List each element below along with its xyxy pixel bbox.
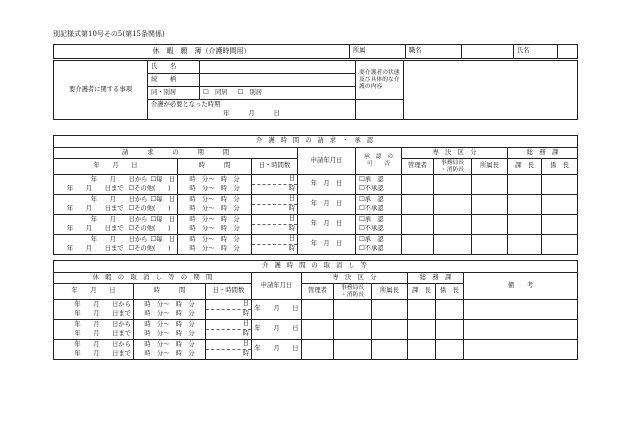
request-from-text[interactable]: 年 月 日から	[90, 175, 148, 183]
cancel-time-range-2[interactable]: 時 分～ 時 分	[134, 310, 206, 320]
cancel-apply-date[interactable]: 年 月 日	[252, 340, 302, 360]
request-chief-stamp[interactable]	[472, 195, 508, 215]
request-subchief-stamp[interactable]	[542, 195, 578, 215]
cg-need-label: 介護が必要となった時期	[148, 100, 356, 110]
separate-residence-checkbox[interactable]: ☐ 別居	[237, 88, 263, 96]
cancel-hour-count[interactable]: 時	[206, 350, 252, 360]
request-section-chief-stamp[interactable]	[508, 235, 542, 255]
form-id: 別記様式第10号その5(第15条関係)	[53, 30, 165, 38]
cancel-decision-header: 専 決 区 分	[302, 273, 408, 284]
cancel-general-header: 総 務 課	[408, 273, 464, 284]
same-residence-checkbox[interactable]: ☐ 同居	[203, 88, 228, 96]
cancel-apply-date[interactable]: 年 月 日	[252, 300, 302, 320]
cancel-apply-date[interactable]: 年 月 日	[252, 320, 302, 340]
cg-relation-field[interactable]	[200, 74, 356, 87]
request-time-range-2[interactable]: 時 分～ 時 分	[178, 185, 252, 195]
request-apply-date-header: 申請年月日	[298, 148, 356, 175]
reject-checkbox[interactable]: ☐不承認	[356, 245, 402, 255]
name-field[interactable]	[558, 45, 578, 59]
cg-status-label: 要介護者の状態及び具体的な介護の内容	[356, 61, 404, 100]
reject-checkbox[interactable]: ☐不承認	[356, 205, 402, 215]
request-subchief-stamp[interactable]	[542, 215, 578, 235]
request-manager-stamp[interactable]	[402, 215, 434, 235]
cg-relation-label: 続 柄	[148, 74, 200, 87]
cancel-office-stamp[interactable]	[334, 340, 372, 360]
daily-checkbox[interactable]: ☐毎 日	[150, 195, 175, 203]
cancel-section-title: 介 護 時 間 の 取 消 し 等	[54, 261, 578, 273]
cancel-to-date[interactable]: 年 月 日まで	[54, 350, 134, 360]
request-time-header: 時 間	[178, 159, 252, 175]
request-table	[53, 135, 578, 255]
cancel-remarks-field[interactable]	[464, 300, 578, 320]
rank-label: 職名	[406, 45, 462, 59]
cancel-office-stamp[interactable]	[334, 300, 372, 320]
request-hour-count[interactable]: 時	[252, 185, 298, 195]
request-section-chief-header: 課 長	[508, 159, 542, 175]
request-office-stamp[interactable]	[434, 195, 472, 215]
request-subchief-header: 係 長	[542, 159, 578, 175]
cg-name-label: 氏 名	[148, 61, 200, 74]
request-manager-header: 管理者	[402, 159, 434, 175]
cancel-time-range[interactable]: 時 分～ 時 分	[134, 320, 206, 330]
request-to-date[interactable]: 年 月 日まで	[54, 205, 126, 215]
cancel-day-count[interactable]: 日	[206, 300, 252, 310]
cancel-section-chief-stamp[interactable]	[408, 340, 436, 360]
request-section-chief-stamp[interactable]	[508, 195, 542, 215]
cg-cohab-options[interactable]	[200, 87, 356, 100]
cancel-chief-stamp[interactable]	[372, 300, 408, 320]
cg-status-field[interactable]	[404, 61, 578, 120]
request-decision-header: 専 決 区 分	[402, 148, 508, 159]
request-apply-date[interactable]: 年 月 日	[298, 195, 356, 215]
request-time-range-2[interactable]: 時 分～ 時 分	[178, 225, 252, 235]
request-section-title: 介 護 時 間 の 請 求 ・ 承 認	[54, 136, 578, 148]
daily-checkbox[interactable]: ☐毎 日	[150, 235, 175, 243]
approve-checkbox[interactable]: ☐承 認	[356, 215, 402, 225]
cancel-remarks-header: 備 考	[464, 273, 578, 300]
request-time-range-2[interactable]: 時 分～ 時 分	[178, 245, 252, 255]
cancel-day-count[interactable]: 日	[206, 340, 252, 350]
cancel-table	[53, 260, 578, 360]
request-from-text[interactable]: 年 月 日から	[90, 215, 148, 223]
other-checkbox[interactable]: ☐その他( )	[128, 205, 171, 213]
request-to-date[interactable]: 年 月 日まで	[54, 225, 126, 235]
cancel-chief-header: 所属長	[372, 284, 408, 300]
request-chief-stamp[interactable]	[472, 215, 508, 235]
cancel-chief-stamp[interactable]	[372, 320, 408, 340]
cancel-to-date[interactable]: 年 月 日まで	[54, 310, 134, 320]
request-date-header: 年 月 日	[54, 159, 178, 175]
cancel-section-chief-stamp[interactable]	[408, 300, 436, 320]
cg-cohab-label: 同・別居	[148, 87, 200, 100]
request-approval-header: 承 認 の 可 否	[356, 148, 402, 175]
request-section-chief-stamp[interactable]	[508, 215, 542, 235]
cancel-remarks-field[interactable]	[464, 320, 578, 340]
cancel-time-range-2[interactable]: 時 分～ 時 分	[134, 330, 206, 340]
request-office-stamp[interactable]	[434, 175, 472, 195]
request-subchief-stamp[interactable]	[542, 235, 578, 255]
request-pattern[interactable]	[126, 185, 178, 195]
cancel-hour-count[interactable]: 時	[206, 330, 252, 340]
cancel-section-chief-stamp[interactable]	[408, 320, 436, 340]
request-from-text[interactable]: 年 月 日から	[90, 235, 148, 243]
cancel-office-header: 事務局長 ・消防長	[334, 284, 372, 300]
dept-label: 所属	[350, 45, 406, 59]
request-day-count[interactable]: 日	[252, 235, 298, 245]
request-manager-stamp[interactable]	[402, 175, 434, 195]
cancel-section-chief-header: 課 長	[408, 284, 436, 300]
request-time-range[interactable]: 時 分～ 時 分	[178, 175, 252, 185]
form-title: 休 暇 願 簿（介護時間用）	[54, 45, 350, 59]
request-time-range[interactable]: 時 分～ 時 分	[178, 215, 252, 225]
cancel-manager-stamp[interactable]	[302, 320, 334, 340]
request-from-date[interactable]	[54, 195, 178, 205]
cancel-manager-stamp[interactable]	[302, 300, 334, 320]
cancel-subchief-stamp[interactable]	[436, 320, 464, 340]
request-hour-count[interactable]: 時	[252, 225, 298, 235]
cancel-subchief-stamp[interactable]	[436, 300, 464, 320]
request-apply-date[interactable]: 年 月 日	[298, 235, 356, 255]
request-office-header: 事務局長 ・消防長	[434, 159, 472, 175]
request-chief-stamp[interactable]	[472, 175, 508, 195]
cancel-time-range[interactable]: 時 分～ 時 分	[134, 300, 206, 310]
cancel-manager-stamp[interactable]	[302, 340, 334, 360]
cancel-office-stamp[interactable]	[334, 320, 372, 340]
request-general-header: 総 務 課	[508, 148, 578, 159]
cg-need-date[interactable]: 年 月 日	[148, 110, 356, 120]
cancel-subchief-header: 係 長	[436, 284, 464, 300]
cancel-chief-stamp[interactable]	[372, 340, 408, 360]
other-checkbox[interactable]: ☐その他( )	[128, 245, 171, 253]
request-time-range[interactable]: 時 分～ 時 分	[178, 195, 252, 205]
request-period-header: 請 求 の 期 間	[54, 148, 298, 159]
name-label: 氏名	[514, 45, 558, 59]
cancel-time-range-2[interactable]: 時 分～ 時 分	[134, 350, 206, 360]
request-from-date[interactable]	[54, 235, 178, 245]
approve-checkbox[interactable]: ☐承 認	[356, 175, 402, 185]
cancel-to-date[interactable]: 年 月 日まで	[54, 330, 134, 340]
request-hour-count[interactable]: 時	[252, 245, 298, 255]
daily-checkbox[interactable]: ☐毎 日	[150, 175, 175, 183]
cancel-remarks-field[interactable]	[464, 340, 578, 360]
cancel-subchief-stamp[interactable]	[436, 340, 464, 360]
request-from-date[interactable]	[54, 215, 178, 225]
request-rows	[54, 175, 578, 255]
approve-checkbox[interactable]: ☐承 認	[356, 195, 402, 205]
rank-field[interactable]	[462, 45, 514, 59]
caregiver-table	[53, 60, 578, 120]
cancel-time-header: 時 間	[134, 284, 206, 300]
cancel-apply-date-header: 申請年月日	[252, 273, 302, 300]
reject-checkbox[interactable]: ☐不承認	[356, 185, 402, 195]
daily-checkbox[interactable]: ☐毎 日	[150, 215, 175, 223]
request-from-date[interactable]	[54, 175, 178, 185]
cancel-from-date[interactable]: 年 月 日から	[54, 320, 134, 330]
request-manager-stamp[interactable]	[402, 235, 434, 255]
request-subchief-stamp[interactable]	[542, 175, 578, 195]
cancel-day-count[interactable]: 日	[206, 320, 252, 330]
request-day-count[interactable]: 日	[252, 195, 298, 205]
cg-status-spacer	[356, 100, 404, 120]
request-day-count[interactable]: 日	[252, 175, 298, 185]
request-to-date[interactable]: 年 月 日まで	[54, 245, 126, 255]
request-pattern[interactable]	[126, 225, 178, 235]
request-pattern[interactable]	[126, 245, 178, 255]
request-apply-date[interactable]: 年 月 日	[298, 175, 356, 195]
cg-name-field[interactable]	[200, 61, 356, 74]
cancel-from-date[interactable]: 年 月 日から	[54, 300, 134, 310]
request-section-chief-stamp[interactable]	[508, 175, 542, 195]
cancel-hours-header: 日・時間数	[206, 284, 252, 300]
request-hour-count[interactable]: 時	[252, 205, 298, 215]
request-chief-stamp[interactable]	[472, 235, 508, 255]
request-manager-stamp[interactable]	[402, 195, 434, 215]
cancel-time-range[interactable]: 時 分～ 時 分	[134, 340, 206, 350]
request-chief-header: 所属長	[472, 159, 508, 175]
approve-checkbox[interactable]: ☐承 認	[356, 235, 402, 245]
other-checkbox[interactable]: ☐その他( )	[128, 185, 171, 193]
cancel-hour-count[interactable]: 時	[206, 310, 252, 320]
request-from-text[interactable]: 年 月 日から	[90, 195, 148, 203]
request-office-stamp[interactable]	[434, 235, 472, 255]
request-hours-header: 日・時間数	[252, 159, 298, 175]
header-table	[53, 44, 578, 59]
cancel-from-date[interactable]: 年 月 日から	[54, 340, 134, 350]
request-pattern[interactable]	[126, 205, 178, 215]
cancel-manager-header: 管理者	[302, 284, 334, 300]
request-office-stamp[interactable]	[434, 215, 472, 235]
caregiver-section-label: 要介護者に関する事項	[54, 61, 148, 120]
cancel-date-header: 年 月 日	[54, 284, 134, 300]
other-checkbox[interactable]: ☐その他( )	[128, 225, 171, 233]
cancel-period-header: 休 暇 の 取 消 し 等 の 期 間	[54, 273, 252, 284]
reject-checkbox[interactable]: ☐不承認	[356, 225, 402, 235]
request-to-date[interactable]: 年 月 日まで	[54, 185, 126, 195]
request-time-range-2[interactable]: 時 分～ 時 分	[178, 205, 252, 215]
request-apply-date[interactable]: 年 月 日	[298, 215, 356, 235]
request-day-count[interactable]: 日	[252, 215, 298, 225]
request-time-range[interactable]: 時 分～ 時 分	[178, 235, 252, 245]
cancel-rows	[54, 300, 578, 360]
